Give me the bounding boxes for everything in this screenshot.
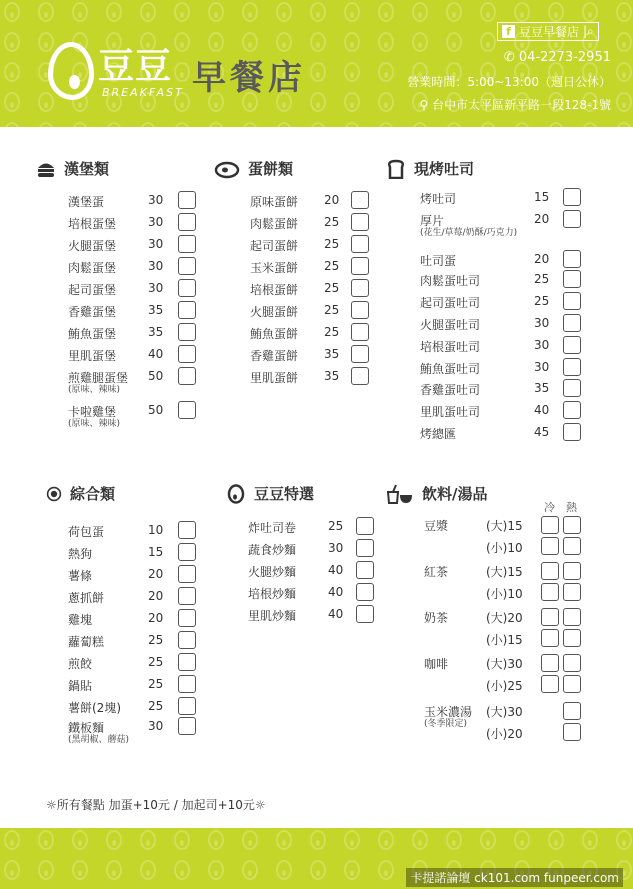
facebook-icon: f <box>502 25 515 38</box>
item-name: 肉鬆蛋餅 <box>250 217 299 231</box>
order-checkbox[interactable] <box>563 210 581 228</box>
item-name: 起司蛋吐司 <box>420 296 481 310</box>
item-name: 熱狗 <box>68 547 93 561</box>
item-name: 里肌蛋吐司 <box>420 405 481 419</box>
drink-item <box>424 563 614 607</box>
cold-checkbox[interactable] <box>541 675 559 693</box>
hot-checkbox[interactable] <box>563 562 581 580</box>
item-price: 25 <box>324 215 340 229</box>
item-note: (原味、辣味) <box>68 419 121 429</box>
order-checkbox[interactable] <box>563 292 581 310</box>
order-checkbox[interactable] <box>351 235 369 253</box>
item-price: 30 <box>148 259 164 273</box>
item-name: 薯條 <box>68 569 93 583</box>
address: 台中市太平區新平路一段128-1號 <box>432 98 611 112</box>
hot-checkbox[interactable] <box>563 583 581 601</box>
item-price: 30 <box>328 541 344 555</box>
item-price: 30 <box>534 316 550 330</box>
drink-cup-icon <box>386 484 414 504</box>
item-name: 培根蛋餅 <box>250 283 299 297</box>
order-checkbox[interactable] <box>178 653 196 671</box>
menu-item <box>68 719 208 749</box>
toast-icon <box>386 159 406 179</box>
order-checkbox[interactable] <box>356 605 374 623</box>
item-name: 肉鬆蛋堡 <box>68 261 117 275</box>
item-price: 25 <box>324 237 340 251</box>
item-name: 里肌蛋堡 <box>68 349 117 363</box>
item-price: 40 <box>328 585 344 599</box>
item-name: 薯餅(2塊) <box>68 701 121 715</box>
order-checkbox[interactable] <box>178 717 196 735</box>
item-note: (原味、辣味) <box>68 385 121 395</box>
item-name: 香雞蛋堡 <box>68 305 117 319</box>
item-name: 鍋貼 <box>68 679 93 693</box>
order-checkbox[interactable] <box>178 565 196 583</box>
drink-name: 紅茶 <box>424 565 449 579</box>
item-name: 培根蛋堡 <box>68 217 117 231</box>
order-checkbox[interactable] <box>178 675 196 693</box>
drink-small-price: (小)10 <box>486 541 523 555</box>
order-checkbox[interactable] <box>356 561 374 579</box>
drink-note: (冬季限定) <box>424 719 468 729</box>
cold-checkbox[interactable] <box>541 537 559 555</box>
cold-checkbox[interactable] <box>541 629 559 647</box>
order-checkbox[interactable] <box>178 587 196 605</box>
order-checkbox[interactable] <box>178 323 196 341</box>
order-checkbox[interactable] <box>351 257 369 275</box>
item-price: 35 <box>148 325 164 339</box>
item-price: 20 <box>148 611 164 625</box>
drink-item <box>424 703 614 747</box>
item-price: 15 <box>534 190 550 204</box>
hot-checkbox[interactable] <box>563 629 581 647</box>
order-checkbox[interactable] <box>351 191 369 209</box>
burger-icon <box>36 159 56 179</box>
order-checkbox[interactable] <box>563 188 581 206</box>
order-checkbox[interactable] <box>178 521 196 539</box>
item-price: 40 <box>534 403 550 417</box>
item-price: 40 <box>148 347 164 361</box>
order-checkbox[interactable] <box>178 279 196 297</box>
item-price: 50 <box>148 403 164 417</box>
footer-note: ☼所有餐點 加蛋+10元 / 加起司+10元☼ <box>46 798 266 812</box>
cold-checkbox[interactable] <box>541 608 559 626</box>
opening-hours: 營業時間：5:00~13:00（週日公休） <box>407 75 611 89</box>
item-price: 25 <box>534 272 550 286</box>
menu-item <box>248 607 388 637</box>
item-name: 鮪魚蛋吐司 <box>420 362 481 376</box>
item-price: 30 <box>148 237 164 251</box>
cold-checkbox[interactable] <box>541 583 559 601</box>
drink-name: 豆漿 <box>424 519 449 533</box>
drink-large-price: (大)30 <box>486 705 523 719</box>
item-name: 火腿炒麵 <box>248 565 297 579</box>
item-note: (黑胡椒、蘑菇) <box>68 735 130 745</box>
order-checkbox[interactable] <box>178 543 196 561</box>
phone-icon: ✆ <box>503 50 519 65</box>
drink-large-price: (大)20 <box>486 611 523 625</box>
order-checkbox[interactable] <box>351 279 369 297</box>
cold-checkbox[interactable] <box>541 516 559 534</box>
item-name: 蔥抓餅 <box>68 591 105 605</box>
order-checkbox[interactable] <box>563 250 581 268</box>
search-icon: |⌕ <box>583 24 594 38</box>
hot-checkbox[interactable] <box>563 608 581 626</box>
item-price: 30 <box>534 360 550 374</box>
item-price: 25 <box>324 325 340 339</box>
item-name: 烤總匯 <box>420 427 457 441</box>
item-name: 煎餃 <box>68 657 93 671</box>
menu-item <box>250 369 390 399</box>
order-checkbox[interactable] <box>351 345 369 363</box>
item-price: 20 <box>148 589 164 603</box>
menu-item <box>68 369 208 399</box>
item-name: 火腿蛋堡 <box>68 239 117 253</box>
cold-checkbox[interactable] <box>541 562 559 580</box>
drink-large-price: (大)30 <box>486 657 523 671</box>
item-price: 30 <box>148 215 164 229</box>
hot-checkbox[interactable] <box>563 702 581 720</box>
item-price: 30 <box>148 193 164 207</box>
item-name: 蔬食炒麵 <box>248 543 297 557</box>
order-checkbox[interactable] <box>351 367 369 385</box>
item-name: 香雞蛋餅 <box>250 349 299 363</box>
order-checkbox[interactable] <box>178 367 196 385</box>
section-title-burger <box>36 158 109 179</box>
item-name: 火腿蛋吐司 <box>420 318 481 332</box>
order-checkbox[interactable] <box>563 336 581 354</box>
item-price: 35 <box>324 347 340 361</box>
drink-name: 玉米濃湯 <box>424 705 473 719</box>
brand-english: BREAKFAST <box>102 86 184 99</box>
cold-column-label: 冷 <box>544 501 555 514</box>
item-price: 25 <box>328 519 344 533</box>
hot-checkbox[interactable] <box>563 675 581 693</box>
item-price: 25 <box>324 259 340 273</box>
item-price: 20 <box>148 567 164 581</box>
drink-small-price: (小)15 <box>486 633 523 647</box>
menu-item <box>68 403 208 433</box>
item-price: 20 <box>534 212 550 226</box>
order-checkbox[interactable] <box>563 379 581 397</box>
item-name: 里肌炒麵 <box>248 609 297 623</box>
hot-checkbox[interactable] <box>563 537 581 555</box>
item-price: 50 <box>148 369 164 383</box>
order-checkbox[interactable] <box>178 257 196 275</box>
order-checkbox[interactable] <box>563 358 581 376</box>
section-title-special <box>226 483 314 504</box>
item-price: 15 <box>148 545 164 559</box>
item-name: 吐司蛋 <box>420 254 457 268</box>
section-title-crepe <box>214 158 293 179</box>
item-price: 30 <box>534 338 550 352</box>
order-checkbox[interactable] <box>356 539 374 557</box>
hot-checkbox[interactable] <box>563 654 581 672</box>
item-name: 炸吐司卷 <box>248 521 297 535</box>
item-price: 30 <box>148 281 164 295</box>
order-checkbox[interactable] <box>178 301 196 319</box>
drink-item <box>424 655 614 699</box>
order-checkbox[interactable] <box>351 213 369 231</box>
item-name: 雞塊 <box>68 613 93 627</box>
target-icon <box>46 486 62 502</box>
facebook-search-box[interactable] <box>497 22 599 41</box>
item-price: 25 <box>148 633 164 647</box>
order-checkbox[interactable] <box>563 314 581 332</box>
menu-item <box>420 425 560 455</box>
phone-line <box>504 50 611 65</box>
location-pin-icon: ⚲ <box>419 98 433 112</box>
section-title-combo <box>46 483 115 504</box>
order-checkbox[interactable] <box>178 697 196 715</box>
drink-large-price: (大)15 <box>486 519 523 533</box>
order-checkbox[interactable] <box>356 583 374 601</box>
item-price: 45 <box>534 425 550 439</box>
watermark: 卡提諾論壇 ck101.com funpeer.com <box>406 868 623 887</box>
footer-banner <box>0 828 633 889</box>
item-name: 火腿蛋餅 <box>250 305 299 319</box>
item-price: 35 <box>324 369 340 383</box>
drink-small-price: (小)20 <box>486 727 523 741</box>
item-name: 鮪魚蛋餅 <box>250 327 299 341</box>
item-name: 煎雞腿蛋堡 <box>68 371 129 385</box>
item-name: 香雞蛋吐司 <box>420 383 481 397</box>
item-name: 培根炒麵 <box>248 587 297 601</box>
drink-large-price: (大)15 <box>486 565 523 579</box>
order-checkbox[interactable] <box>351 323 369 341</box>
item-name: 荷包蛋 <box>68 525 105 539</box>
item-price: 25 <box>148 655 164 669</box>
section-title-text: 蛋餅類 <box>248 160 294 178</box>
header-banner <box>0 0 633 127</box>
item-price: 25 <box>324 281 340 295</box>
item-name: 厚片 <box>420 214 445 228</box>
facebook-page-name: 豆豆早餐店 <box>519 25 580 39</box>
menu-item <box>420 212 560 242</box>
bean-logo-icon <box>48 42 94 100</box>
item-name: 玉米蛋餅 <box>250 261 299 275</box>
item-name: 漢堡蛋 <box>68 195 105 209</box>
item-price: 40 <box>328 563 344 577</box>
egg-crepe-icon <box>214 159 240 179</box>
item-name: 鐵板麵 <box>68 721 105 735</box>
drink-item <box>424 609 614 653</box>
item-price: 25 <box>148 677 164 691</box>
item-note: (花生/草莓/奶酥/巧克力) <box>420 228 518 238</box>
drink-small-price: (小)25 <box>486 679 523 693</box>
item-name: 蘿蔔糕 <box>68 635 105 649</box>
item-name: 鮪魚蛋堡 <box>68 327 117 341</box>
item-price: 35 <box>534 381 550 395</box>
order-checkbox[interactable] <box>563 401 581 419</box>
hot-column-label: 熱 <box>566 501 577 514</box>
order-checkbox[interactable] <box>351 301 369 319</box>
section-title-drinks <box>386 483 487 504</box>
drink-name: 奶茶 <box>424 611 449 625</box>
bean-logo-icon <box>226 484 246 504</box>
hot-checkbox[interactable] <box>563 723 581 741</box>
item-price: 25 <box>324 303 340 317</box>
order-checkbox[interactable] <box>178 213 196 231</box>
section-title-text: 飲料/湯品 <box>422 485 488 503</box>
drink-item <box>424 517 614 561</box>
item-name: 起司蛋餅 <box>250 239 299 253</box>
section-title-text: 豆豆特選 <box>254 485 315 503</box>
order-checkbox[interactable] <box>356 517 374 535</box>
item-name: 烤吐司 <box>420 192 457 206</box>
order-checkbox[interactable] <box>178 345 196 363</box>
item-price: 25 <box>148 699 164 713</box>
item-price: 40 <box>328 607 344 621</box>
hot-checkbox[interactable] <box>563 516 581 534</box>
item-name: 卡啦雞堡 <box>68 405 117 419</box>
order-checkbox[interactable] <box>178 631 196 649</box>
section-title-text: 綜合類 <box>70 485 116 503</box>
item-price: 30 <box>148 719 164 733</box>
drink-name: 咖啡 <box>424 657 449 671</box>
brand-name: 豆豆 <box>98 46 173 87</box>
phone-number: 04-2273-2951 <box>518 50 611 65</box>
item-price: 10 <box>148 523 164 537</box>
section-title-text: 現烤吐司 <box>414 160 475 178</box>
order-checkbox[interactable] <box>178 235 196 253</box>
section-title-text: 漢堡類 <box>64 160 110 178</box>
item-name: 里肌蛋餅 <box>250 371 299 385</box>
address-line <box>420 96 611 113</box>
cold-checkbox[interactable] <box>541 654 559 672</box>
item-name: 原味蛋餅 <box>250 195 299 209</box>
item-name: 起司蛋堡 <box>68 283 117 297</box>
drink-small-price: (小)10 <box>486 587 523 601</box>
section-title-toast <box>386 158 474 179</box>
order-checkbox[interactable] <box>563 423 581 441</box>
order-checkbox[interactable] <box>178 609 196 627</box>
item-price: 25 <box>534 294 550 308</box>
item-price: 35 <box>148 303 164 317</box>
item-price: 20 <box>324 193 340 207</box>
order-checkbox[interactable] <box>178 191 196 209</box>
shop-name: 早餐店 <box>192 58 306 98</box>
item-name: 肉鬆蛋吐司 <box>420 274 481 288</box>
order-checkbox[interactable] <box>563 270 581 288</box>
item-price: 20 <box>534 252 550 266</box>
item-name: 培根蛋吐司 <box>420 340 481 354</box>
order-checkbox[interactable] <box>178 401 196 419</box>
